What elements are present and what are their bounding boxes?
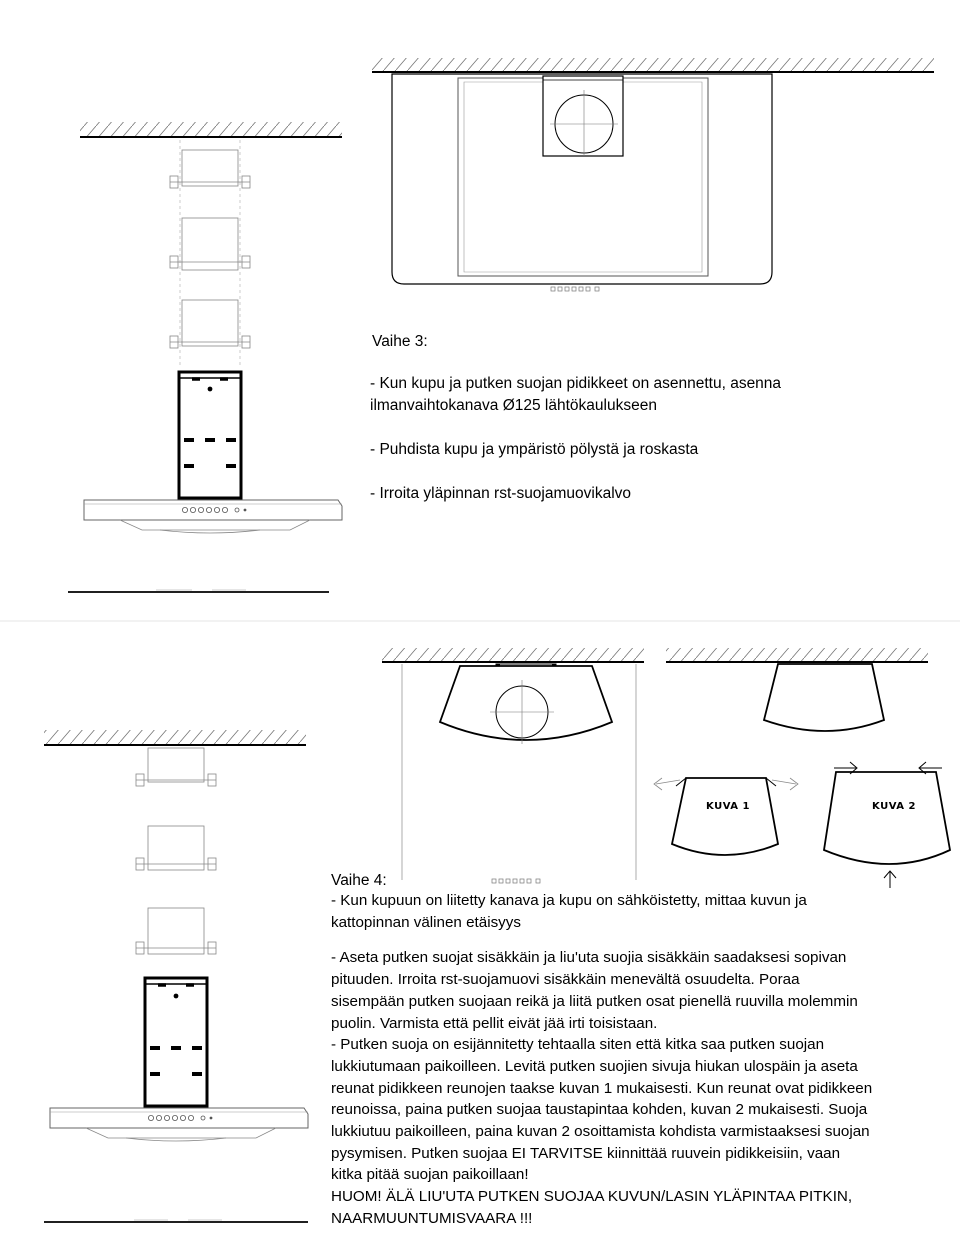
- step4-line: sisempään putken suojaan reikä ja liitä putken osat pienellä ruuvilla molemmin: [331, 992, 858, 1010]
- step4-line: lukkiutuu paikoilleen, paina kuvan 2 osoittamista kohdista varmistaaksesi suojan: [331, 1123, 870, 1141]
- step4-line: - Aseta putken suojat sisäkkäin ja liu'uta suojia sisäkkäin saadaksesi sopivan: [331, 949, 847, 967]
- step4-line: kitka pitää suojan paikoillaan!: [331, 1166, 529, 1184]
- step3-line: ilmanvaihtokanava Ø125 lähtökaulukseen: [370, 397, 657, 414]
- kuva2-label: KUVA 2: [872, 801, 916, 812]
- step4-instructions: [331, 890, 957, 1230]
- kuva1-diagram: [654, 778, 798, 855]
- step4-line: reunat pidikkeen reunojen taakse kuvan 1 mukaisesti. Kun reunat ovat pidikkeen: [331, 1079, 873, 1097]
- step4-line: - Putken suoja on esijännitetty tehtaalla siten että kitka saa putken suojan: [331, 1036, 825, 1054]
- step4-line: pituuden. Irroita rst-suojamuovi sisäkkäin menevältä osuudelta. Poraa: [331, 971, 800, 989]
- step3-instructions: [370, 373, 930, 505]
- step4-line: lukkiutumaan paikoilleen. Levitä putken suojien sivuja hiukan ulospäin ja aseta: [331, 1057, 858, 1075]
- step4-line: NAARMUUNTUMISVAARA !!!: [331, 1209, 533, 1227]
- kuva2-diagram: [824, 762, 950, 888]
- step4-heading: Vaihe 4:: [331, 872, 387, 889]
- step3-line: - Irroita yläpinnan rst-suojamuovikalvo: [370, 485, 632, 502]
- step3-line: - Puhdista kupu ja ympäristö pölystä ja roskasta: [370, 441, 699, 458]
- step4-line: - Kun kupuun on liitetty kanava ja kupu on sähköistetty, mittaa kuvun ja: [331, 892, 807, 909]
- step3-heading: Vaihe 3:: [372, 333, 428, 350]
- step3-line: [370, 461, 930, 483]
- step4-line: puolin. Varmista että pellit eivät jää irti toisistaan.: [331, 1014, 658, 1032]
- step4-line: HUOM! ÄLÄ LIU'UTA PUTKEN SUOJAA KUVUN/LASIN YLÄPINTAA PITKIN,: [331, 1188, 853, 1206]
- step4-line: pysymisen. Putken suojaa EI TARVITSE kiinnittää ruuvein pidikkeisiin, vaan: [331, 1144, 841, 1162]
- step3-line: - Kun kupu ja putken suojan pidikkeet on asennettu, asenna: [370, 375, 782, 392]
- kuva1-label: KUVA 1: [706, 801, 750, 812]
- step4-line: reunoissa, paina putken suojaa taustapintaa kohden, kuvan 2 mukaisesti. Suoja: [331, 1101, 868, 1119]
- step3-line: [370, 417, 930, 439]
- step4-top-view: [382, 648, 644, 883]
- step4-side-view: [44, 730, 308, 1222]
- step3-top-view: [372, 58, 934, 291]
- step4-ceiling-right: [666, 648, 928, 731]
- step4-line: kattopinnan välinen etäisyys: [331, 913, 521, 931]
- step4-line: [331, 933, 957, 947]
- step3-side-view: [68, 122, 342, 592]
